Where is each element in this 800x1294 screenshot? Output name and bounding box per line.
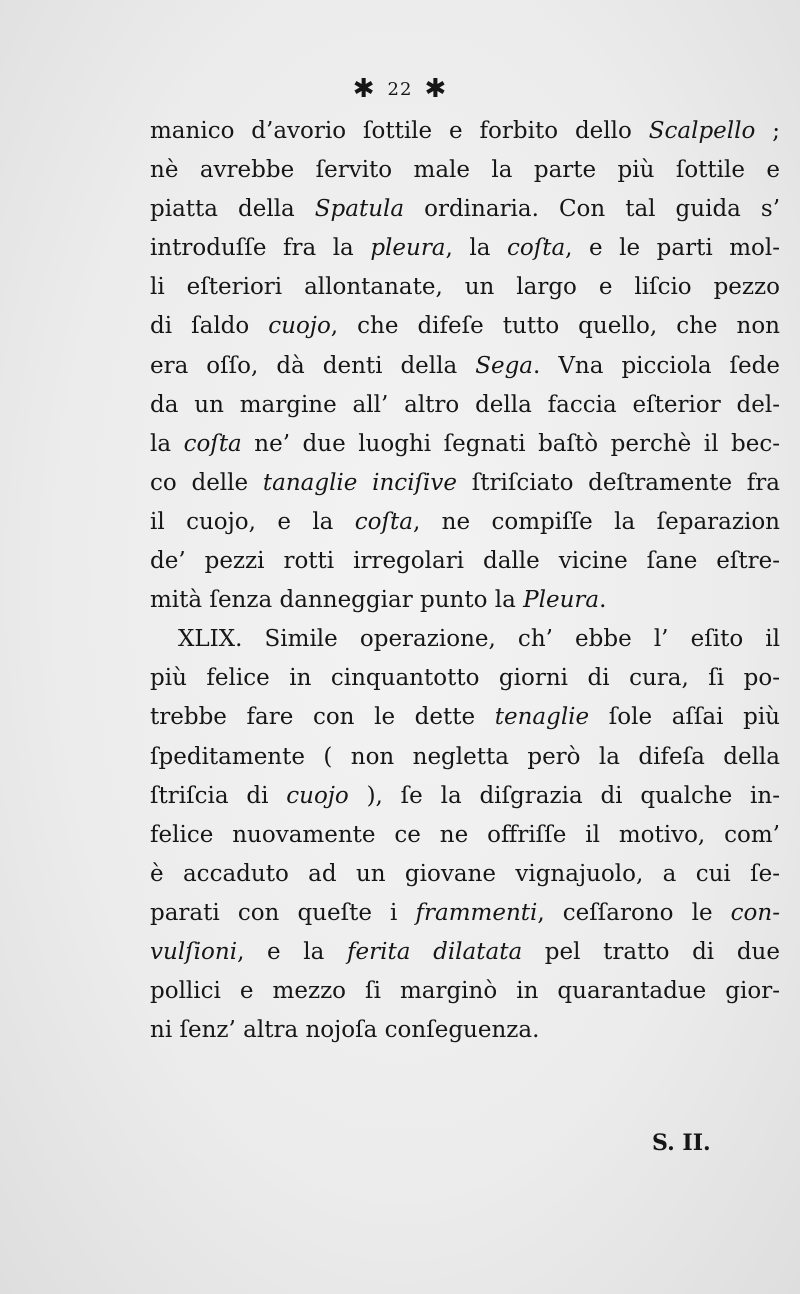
text-segment: co delle (150, 469, 263, 496)
text-line (150, 1011, 780, 1050)
text-segment: trebbe fare con le dette (150, 704, 495, 731)
text-line (150, 581, 780, 620)
text-segment: ſole aſſai più (589, 704, 780, 731)
text-segment: il cuojo, e la (150, 508, 355, 535)
text-line (150, 855, 780, 894)
text-line (150, 738, 780, 777)
italic-term: Spatula (314, 196, 405, 223)
text-segment: introduſſe fra la (150, 235, 371, 262)
running-head (0, 74, 800, 104)
ornament-right-icon: ✱ (424, 74, 448, 104)
text-line (150, 425, 780, 464)
catchword: S. II. (652, 1130, 711, 1156)
text-segment: manico d’avorio ſottile e forbito dello (150, 118, 649, 144)
text-segment: ſpeditamente ( non negletta però la difeſa della (150, 743, 780, 770)
italic-term: cuojo (268, 313, 331, 340)
italic-term: ferita dilatata (347, 938, 523, 965)
text-line (150, 972, 780, 1011)
text-line (150, 933, 780, 972)
text-segment: de’ pezzi rotti irregolari dalle vicine ſane eſtre- (150, 548, 780, 575)
text-line (150, 386, 780, 425)
text-line (150, 698, 780, 737)
text-line (150, 307, 780, 346)
text-segment: piatta della (150, 196, 315, 223)
text-segment: più felice in cinquantotto giorni di cura, ſi po- (150, 665, 780, 692)
text-line (150, 816, 780, 855)
text-segment: , ceſſarono le (537, 899, 731, 926)
ornament-left-icon: ✱ (352, 74, 376, 104)
text-line (150, 659, 780, 698)
text-segment: , la (445, 235, 507, 262)
italic-term: pleura (370, 235, 446, 262)
italic-term: coſta (506, 235, 566, 262)
text-segment: felice nuovamente ce ne offriſſe il motivo, com’ (150, 821, 780, 848)
text-line (150, 347, 780, 386)
text-segment: pollici e mezzo ſi marginò in quarantadue gior- (150, 978, 780, 1005)
italic-term: cuojo (286, 782, 349, 809)
text-segment: nè avrebbe ſervito male la parte più ſottile e (150, 157, 780, 184)
text-segment: pel tratto di due (522, 938, 780, 965)
text-line (150, 620, 780, 659)
text-segment: mità ſenza danneggiar punto la (150, 587, 524, 614)
body-text (150, 112, 780, 1050)
text-segment: , ne compiſſe la ſeparazion (412, 508, 780, 535)
italic-term: Sega (475, 352, 534, 379)
text-segment: , che difeſe tutto quello, che non (330, 313, 780, 340)
text-segment: . Vna picciola ſede (533, 352, 780, 379)
text-line (150, 229, 780, 268)
page-number: 22 (387, 78, 413, 100)
text-segment: ſtriſciato deſtramente fra (457, 469, 781, 496)
text-segment: , e le parti mol- (565, 235, 780, 262)
text-line (150, 190, 780, 229)
text-segment: , e la (237, 938, 348, 965)
text-line (150, 503, 780, 542)
italic-term: coſta (183, 430, 242, 457)
italic-term: Pleura (523, 587, 600, 614)
italic-term: Scalpello (648, 118, 756, 144)
text-segment: ſtriſcia di (150, 782, 287, 809)
text-segment: ; (755, 118, 780, 144)
text-segment: ne’ due luoghi ſegnati baſtò perchè il bec- (241, 430, 780, 457)
text-line (150, 112, 780, 151)
text-segment: da un margine all’ altro della faccia eſterior del- (150, 391, 780, 418)
italic-term: con- (730, 899, 780, 926)
text-segment: XLIX. Simile operazione, ch’ ebbe l’ eſito il (178, 626, 780, 653)
text-line (150, 151, 780, 190)
italic-term: vulſioni (150, 938, 238, 965)
text-line (150, 894, 780, 933)
italic-term: tenaglie (494, 704, 590, 731)
text-line (150, 464, 780, 503)
text-segment: . (599, 587, 607, 614)
text-segment: ordinaria. Con tal guida s’ (404, 196, 781, 223)
text-line (150, 268, 780, 307)
text-line (150, 777, 780, 816)
text-segment: li eſteriori allontanate, un largo e liſcio pezzo (150, 274, 780, 301)
italic-term: coſta (354, 508, 413, 535)
text-segment: era oſſo, dà denti della (150, 352, 476, 379)
text-line (150, 542, 780, 581)
italic-term: frammenti (415, 899, 538, 926)
text-segment: è accaduto ad un giovane vignajuolo, a cui ſe- (150, 860, 780, 887)
text-segment: la (150, 430, 184, 457)
text-segment: di ſaldo (150, 313, 269, 340)
text-segment: parati con queſte i (150, 899, 416, 926)
text-segment: ni ſenz’ altra nojoſa conſeguenza. (150, 1017, 540, 1044)
text-segment: ), ſe la diſgrazia di qualche in- (348, 782, 780, 809)
italic-term: tanaglie inciſive (262, 469, 458, 496)
